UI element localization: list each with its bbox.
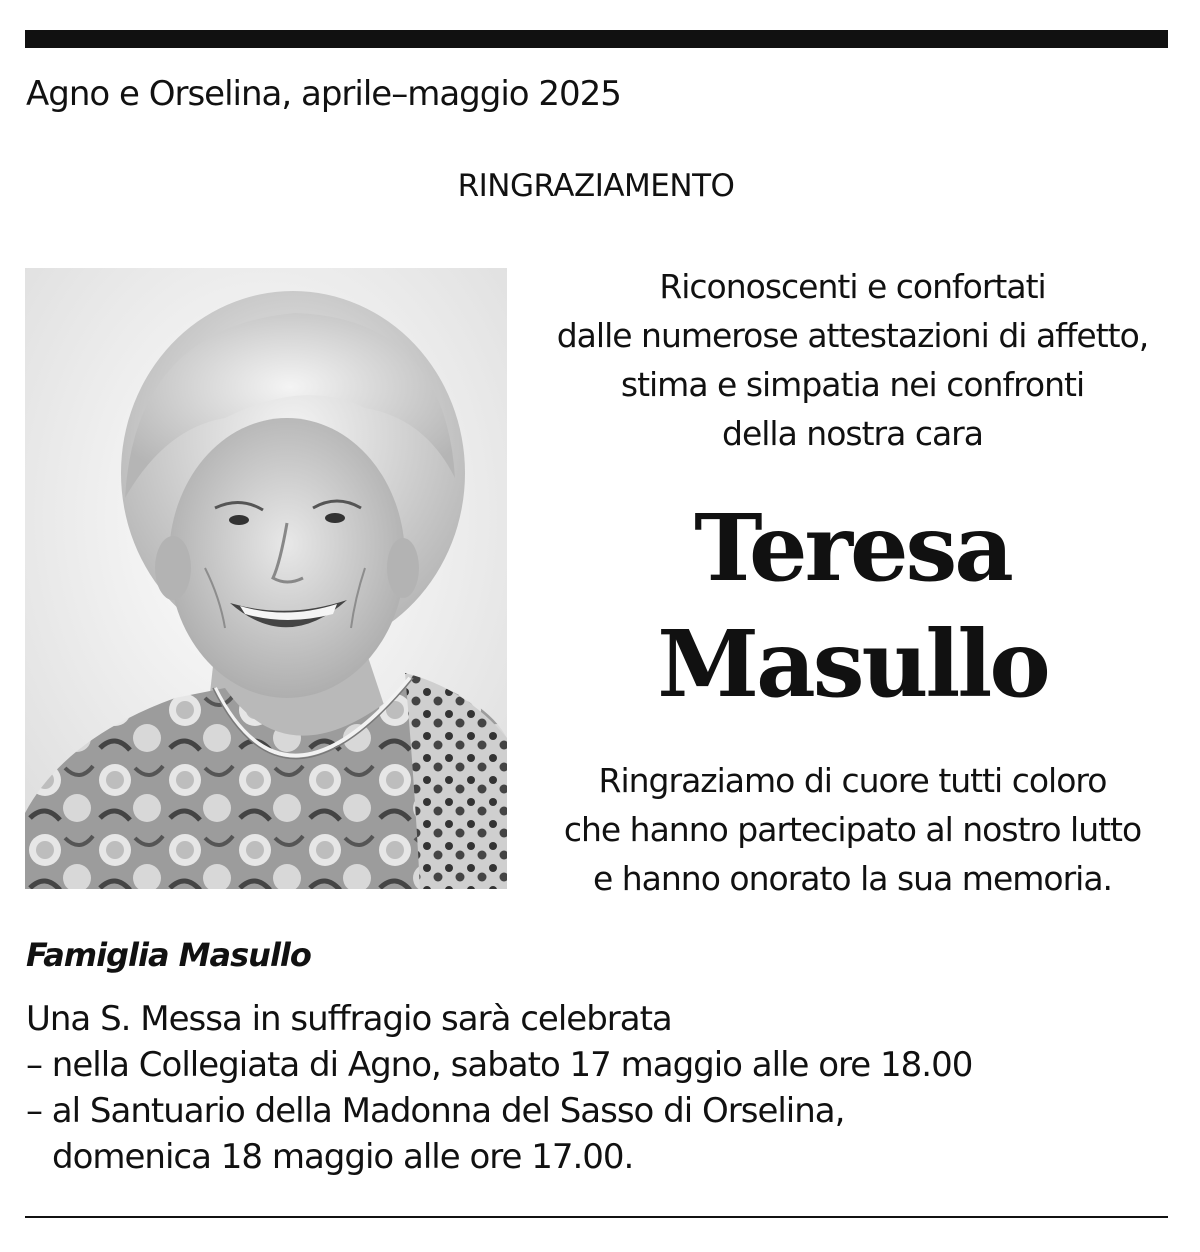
deceased-name (530, 490, 1175, 722)
top-rule (25, 30, 1168, 48)
mass-line: – nella Collegiata di Agno, sabato 17 maggio alle ore 18.00 (26, 1045, 973, 1085)
heading: RINGRAZIAMENTO (457, 168, 735, 204)
intro-text (530, 262, 1175, 458)
intro-line: Riconoscenti e confortati (659, 267, 1046, 306)
mass-line: domenica 18 maggio alle ore 17.00. (52, 1137, 634, 1177)
portrait-photo (25, 268, 507, 889)
thanks-text (530, 756, 1175, 903)
intro-line: dalle numerose attestazioni di affetto, (556, 316, 1149, 355)
thanks-line: e hanno onorato la sua memoria. (592, 859, 1113, 898)
last-name: Masullo (657, 610, 1048, 718)
mass-line: Una S. Messa in suffragio sarà celebrata (26, 999, 672, 1039)
first-name: Teresa (694, 494, 1011, 602)
mass-announcement (26, 996, 972, 1180)
mass-line: – al Santuario della Madonna del Sasso di Orselina, (26, 1091, 845, 1131)
bottom-rule (25, 1216, 1168, 1218)
thanks-line: che hanno partecipato al nostro lutto (563, 810, 1142, 849)
intro-line: stima e simpatia nei confronti (620, 365, 1085, 404)
place-date: Agno e Orselina, aprile–maggio 2025 (26, 74, 621, 114)
thanks-line: Ringraziamo di cuore tutti coloro (598, 761, 1107, 800)
intro-line: della nostra cara (722, 414, 983, 453)
family-signature: Famiglia Masullo (26, 936, 311, 974)
